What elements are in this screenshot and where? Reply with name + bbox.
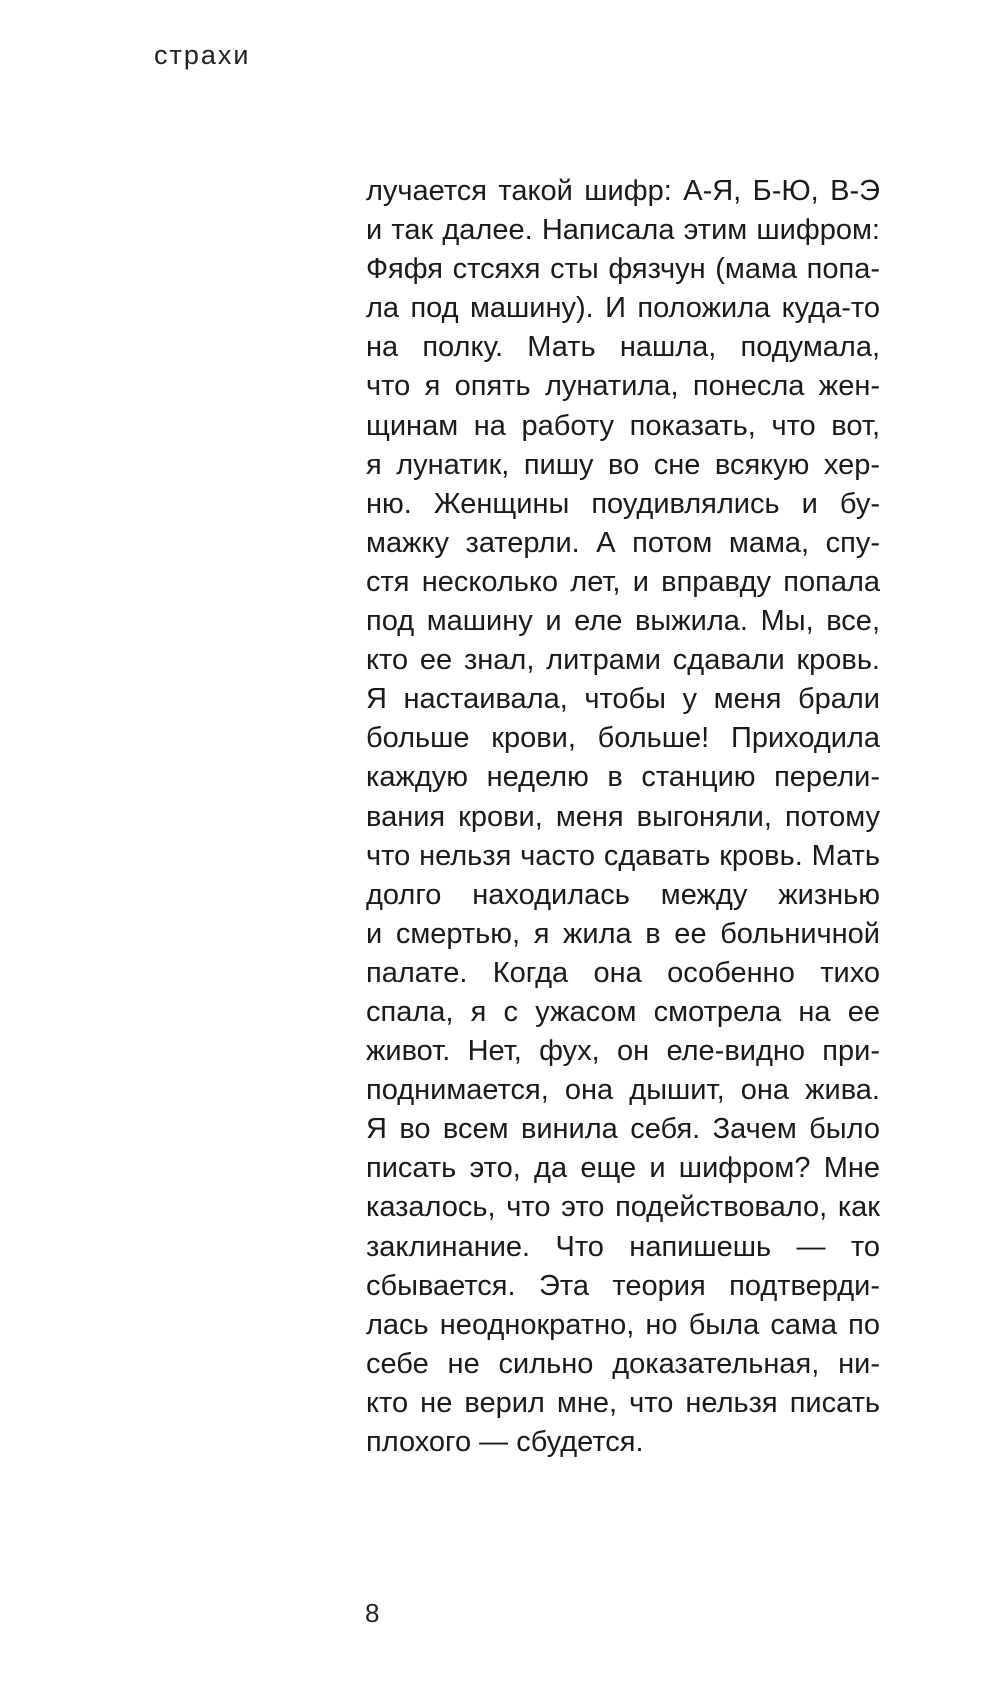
text-line: и смертью, я жила в ее больничной — [366, 917, 880, 950]
text-line: ню. Женщины поудивлялись и бу- — [366, 487, 880, 520]
text-line: под машину и еле выжила. Мы, все, — [366, 605, 880, 638]
text-line: писать это, да еще и шифром? Мне — [366, 1152, 880, 1185]
text-line: и так далее. Написала этим шифром: — [366, 214, 880, 247]
text-line: стя несколько лет, и вправду попала — [366, 565, 880, 598]
text-line: каждую неделю в станцию перели- — [366, 761, 880, 794]
text-line: кто не верил мне, что нельзя писать — [366, 1386, 880, 1419]
text-line: Фяфя стсяхя сты фязчун (мама попа- — [366, 253, 880, 286]
text-line: что нельзя часто сдавать кровь. Мать — [366, 839, 880, 872]
text-line: поднимается, она дышит, она жива. — [366, 1074, 880, 1107]
text-line: казалось, что это подействовало, как — [366, 1191, 880, 1224]
body-text — [366, 172, 880, 1462]
page-number: 8 — [365, 1598, 380, 1628]
text-line: палате. Когда она особенно тихо — [366, 956, 880, 989]
text-line: кто ее знал, литрами сдавали кровь. — [366, 644, 880, 677]
text-line: мажку затерли. А потом мама, спу- — [366, 526, 880, 559]
text-line: себе не сильно доказательная, ни- — [366, 1347, 880, 1380]
text-line: ла под машину). И положила куда-то — [366, 292, 880, 325]
text-line: долго находилась между жизнью — [366, 878, 880, 911]
text-line: что я опять лунатила, понесла жен- — [366, 370, 880, 403]
text-line: щинам на работу показать, что вот, — [366, 409, 880, 442]
text-line: живот. Нет, фух, он еле-видно при- — [366, 1035, 880, 1068]
text-line: Я настаивала, чтобы у меня брали — [366, 683, 880, 716]
text-line: лучается такой шифр: А-Я, Б-Ю, В-Э — [366, 175, 880, 207]
text-line: заклинание. Что напишешь — то — [366, 1230, 880, 1263]
text-line: я лунатик, пишу во сне всякую хер- — [366, 448, 880, 481]
text-line: больше крови, больше! Приходила — [366, 722, 880, 755]
running-head: страхи — [154, 40, 251, 70]
text-line: спала, я с ужасом смотрела на ее — [366, 995, 880, 1028]
text-line: вания крови, меня выгоняли, потому — [366, 800, 880, 833]
text-line: лась неоднократно, но была сама по — [366, 1308, 880, 1341]
text-line: на полку. Мать нашла, подумала, — [366, 331, 880, 364]
text-line: сбывается. Эта теория подтверди- — [366, 1269, 880, 1302]
text-line-last: плохого — сбудется. — [366, 1426, 644, 1458]
text-line: Я во всем винила себя. Зачем было — [366, 1113, 880, 1146]
